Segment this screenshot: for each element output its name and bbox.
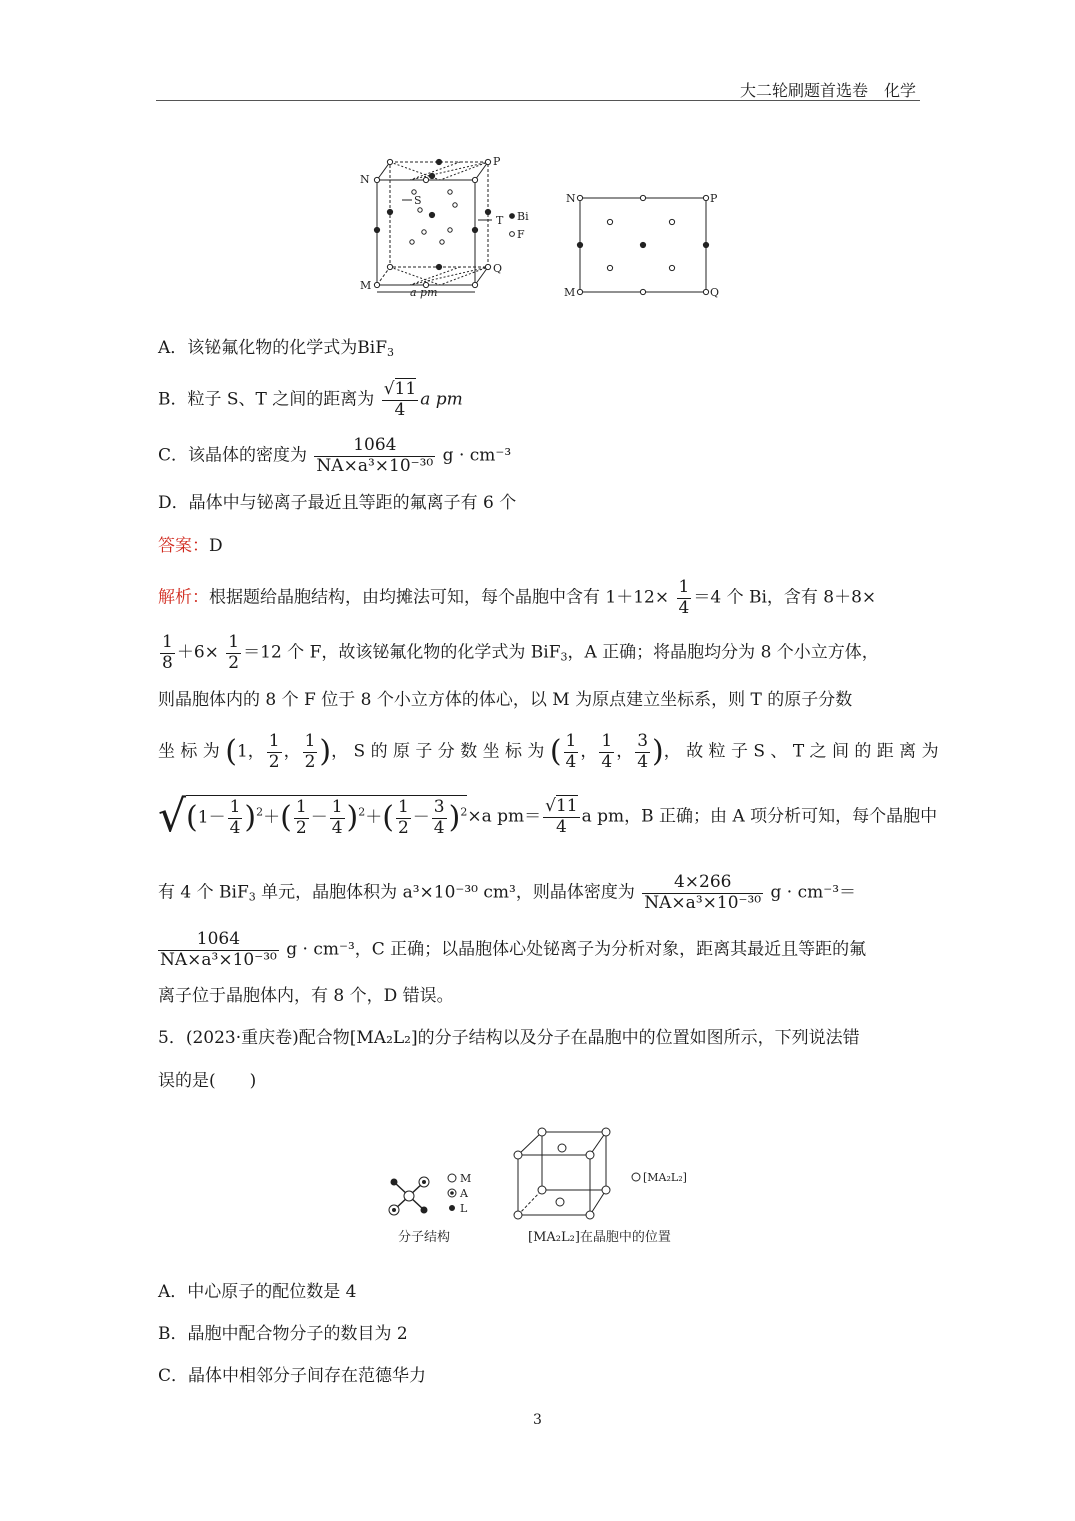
q5-stem-2: 误的是( ) <box>158 1071 257 1091</box>
molecule-figure <box>380 1120 700 1250</box>
analysis-text: ，A 正确；将晶胞均分为 8 个小立方体， <box>567 642 879 663</box>
label-m: M <box>360 279 372 292</box>
fraction: $\frac{1}{4}$ <box>565 731 577 772</box>
label-a-pm: a pm <box>410 286 438 299</box>
legend-a: A <box>460 1187 468 1200</box>
option-b-den: 4 <box>394 399 406 420</box>
fraction: $\frac{3}{4}$ <box>433 797 445 838</box>
legend-m: M <box>460 1172 472 1185</box>
option-b-fraction: $\frac{√11}{4}$ <box>383 379 417 420</box>
analysis-line-1 <box>158 578 876 618</box>
analysis-text: g · cm⁻³＝ <box>770 882 857 903</box>
analysis-text: ， S 的 原 子 分 数 坐 标 为 <box>331 741 545 762</box>
analysis-text: g · cm⁻³，C 正确；以晶胞体心处铋离子为分析对象，距离其最近且等距的氟 <box>286 939 867 960</box>
label-q: Q <box>493 262 503 275</box>
option-d: D．晶体中与铋离子最近且等距的氟离子有 6 个 <box>158 493 517 513</box>
answer-label: 答案： <box>158 536 209 556</box>
analysis-text: 单元，晶胞体积为 a³×10⁻³⁰ cm³，则晶体密度为 <box>255 882 635 903</box>
option-c <box>158 436 511 476</box>
fraction <box>642 873 763 913</box>
option-a-text: A．该铋氟化物的化学式为BiF <box>158 338 388 358</box>
analysis-text: ＋6× <box>176 642 219 663</box>
option-a <box>158 340 394 358</box>
label-p: P <box>493 155 501 168</box>
analysis-text: ×a pm＝ <box>467 806 542 827</box>
cell-legend: [MA₂L₂] <box>643 1171 687 1184</box>
density-den-2: NA×a³×10⁻³⁰ <box>160 949 277 970</box>
header-title: 大二轮刷题首选卷 化学 <box>739 81 916 100</box>
option-c-unit: g · cm⁻³ <box>442 445 512 466</box>
analysis-line-4: 坐 标 为 (1， $\frac{1}{2}$ ， $\frac{1}{2}$ )， S 的 原 子 分 数 坐 标 为 ( $\frac{1}{4}$ ， $\frac{1}{4}$ ， $\frac{3}{4}$ )， 故 粒 子 S 、 T 之 间 的 距 离 为 <box>158 731 939 772</box>
analysis-label: 解析： <box>158 587 209 608</box>
analysis-line-5: √(1－ $\frac{1}{4}$ )$^2$＋( $\frac{1}{2}$ － $\frac{1}{4}$ )$^2$＋( $\frac{1}{2}$ － $\frac{3}{4}$ )$^2$×a pm＝ $\frac{√11}{4}$ a pm，B 正确；由 A 项分析可知，每个晶胞中 <box>158 791 938 842</box>
label-s: S <box>414 194 422 207</box>
analysis-text: ＝12 个 F，故该铋氟化物的化学式为 BiF <box>243 642 561 663</box>
answer <box>158 538 223 555</box>
option-c-fraction <box>314 436 435 476</box>
analysis-text: 根据题给晶胞结构，由均摊法可知，每个晶胞中含有 1＋12× <box>209 587 670 608</box>
legend-bi: Bi <box>517 210 529 223</box>
density-num: 4×266 <box>642 873 763 894</box>
analysis-text: 坐 标 为 <box>158 741 220 762</box>
q5-option-c: C．晶体中相邻分子间存在范德华力 <box>158 1366 427 1386</box>
option-b-text: B．粒子 S、T 之间的距离为 <box>158 389 375 410</box>
q5-option-b: B．晶胞中配合物分子的数目为 2 <box>158 1324 408 1344</box>
page-header <box>156 78 920 101</box>
fraction: $\frac{1}{8}$ <box>162 632 173 673</box>
fraction: $\frac{1}{2}$ <box>228 632 240 673</box>
fraction: $\frac{1}{4}$ <box>331 797 343 838</box>
analysis-line-6: 有 4 个 BiF$_3$ 单元，晶胞体积为 a³×10⁻³⁰ cm³，则晶体密度为 $\frac{4\times 266}{\text{NA×a³×10⁻³⁰}}$ g · cm⁻³＝ <box>158 872 857 913</box>
fraction: $\frac{1}{4}$ <box>601 731 613 772</box>
q5-option-a: A．中心原子的配位数是 4 <box>158 1282 357 1302</box>
analysis-text: 有 4 个 BiF <box>158 882 249 903</box>
caption-structure: 分子结构 <box>398 1230 451 1245</box>
analysis-line-3: 则晶胞体内的 8 个 F 位于 8 个小立方体的体心，以 M 为原点建立坐标系，则 T 的原子分数 <box>158 690 853 710</box>
answer-value: D <box>209 536 223 556</box>
option-b-post: a pm <box>420 389 463 410</box>
option-c-text: C．该晶体的密度为 <box>158 445 308 466</box>
fraction: $\frac{1}{2}$ <box>268 731 280 772</box>
analysis-line-2: $\frac{1}{8}$ ＋6× $\frac{1}{2}$ ＝12 个 F，故该铋氟化物的化学式为 BiF$_3$，A 正确；将晶胞均分为 8 个小立方体， <box>162 632 879 673</box>
fraction <box>158 930 279 970</box>
page-number: 3 <box>533 1412 542 1428</box>
crystal-figure <box>350 150 730 305</box>
option-b-num: 11 <box>394 379 417 399</box>
fraction: $\frac{√11}{4}$ <box>545 795 578 837</box>
fraction: $\frac{1}{2}$ <box>397 797 409 838</box>
fraction: $\frac{1}{2}$ <box>295 797 307 838</box>
option-c-num: 1064 <box>314 436 435 457</box>
label-q-2d: Q <box>710 286 720 299</box>
fraction: $\frac{1}{4}$ <box>678 577 690 618</box>
option-b <box>158 380 463 420</box>
fraction: $\frac{1}{4}$ <box>229 797 241 838</box>
option-a-sub: 3 <box>387 346 395 359</box>
label-t: T <box>496 214 504 227</box>
legend-f: F <box>517 228 525 241</box>
analysis-text: ， 故 粒 子 S 、 T 之 间 的 距 离 为 <box>663 741 939 762</box>
option-c-den: NA×a³×10⁻³⁰ <box>316 455 434 476</box>
analysis-line-7 <box>158 930 866 970</box>
density-num-2: 1064 <box>158 930 279 951</box>
label-p-2d: P <box>710 192 718 205</box>
fraction: $\frac{1}{2}$ <box>304 731 316 772</box>
analysis-line-8: 离子位于晶胞体内，有 8 个，D 错误。 <box>158 986 454 1006</box>
caption-position: [MA₂L₂]在晶胞中的位置 <box>528 1230 671 1245</box>
analysis-text: a pm，B 正确；由 A 项分析可知，每个晶胞中 <box>581 806 938 827</box>
density-den: NA×a³×10⁻³⁰ <box>644 892 762 913</box>
label-n: N <box>360 173 370 186</box>
label-n-2d: N <box>566 192 576 205</box>
analysis-text: ＝4 个 Bi，含有 8＋8× <box>693 587 877 608</box>
q5-stem-1: 5．(2023·重庆卷)配合物[MA₂L₂]的分子结构以及分子在晶胞中的位置如图所示，下列说法错 <box>158 1028 860 1048</box>
legend-l: L <box>460 1202 468 1215</box>
fraction: $\frac{3}{4}$ <box>637 731 649 772</box>
label-m-2d: M <box>564 286 576 299</box>
